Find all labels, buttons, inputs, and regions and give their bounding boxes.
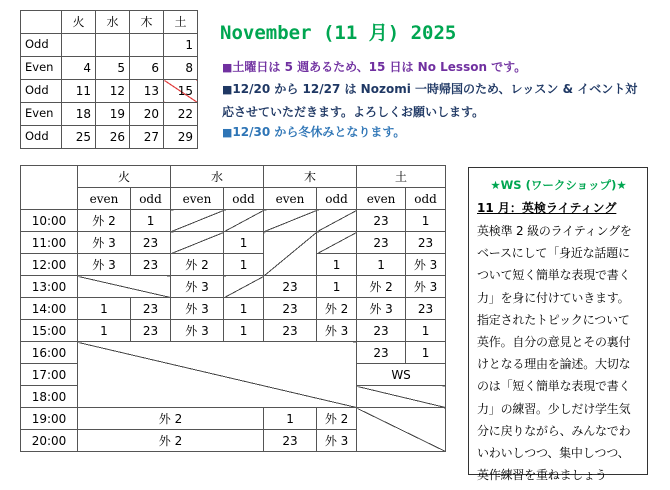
date-cell: 8 (164, 57, 198, 80)
parity-even: even (78, 188, 131, 210)
time-label: 10:00 (21, 210, 78, 232)
calendar-header-row (21, 11, 198, 34)
slot-cell: 外 3 (406, 276, 446, 298)
slot-cell: 23 (131, 232, 171, 254)
time-label: 20:00 (21, 430, 78, 452)
notice-text: 12/30 から冬休みとなります。 (232, 125, 406, 139)
slot-cell: 1 (406, 320, 446, 342)
date-cell-no-lesson: 15 (164, 80, 198, 103)
slot-cell: 23 (406, 298, 446, 320)
slot-cell: 1 (317, 276, 357, 298)
slot-cell: 外 3 (357, 298, 406, 320)
notice-saturday (222, 56, 642, 79)
week-parity-label: Odd (21, 34, 62, 57)
slot-cell-merged: 外 2 (78, 408, 264, 430)
date-cell (130, 34, 164, 57)
schedule-day-tue: 火 (78, 166, 171, 188)
bullet-square-icon: ■ (222, 61, 233, 74)
time-label: 17:00 (21, 364, 78, 386)
time-label: 12:00 (21, 254, 78, 276)
slot-cell: 1 (406, 210, 446, 232)
slot-cell: 23 (264, 320, 317, 342)
schedule-row-1500 (21, 320, 446, 342)
slot-cell: 23 (357, 210, 406, 232)
slot-cell: 外 3 (406, 254, 446, 276)
week-parity-label: Odd (21, 80, 62, 103)
slot-workshop: WS (357, 364, 446, 386)
time-label: 16:00 (21, 342, 78, 364)
schedule-parity-row (21, 188, 446, 210)
date-cell: 26 (96, 126, 130, 149)
time-label: 18:00 (21, 386, 78, 408)
slot-cell: 外 2 (357, 276, 406, 298)
calendar-week-row (21, 80, 198, 103)
slot-closed (78, 276, 171, 298)
date-cell (96, 34, 130, 57)
date-cell: 6 (130, 57, 164, 80)
mini-calendar (20, 10, 198, 149)
lesson-schedule (20, 165, 446, 452)
notice-winter-break (222, 121, 642, 144)
slot-cell: 1 (224, 232, 264, 254)
date-cell: 1 (164, 34, 198, 57)
slot-cell-merged: 外 2 (78, 430, 264, 452)
slot-cell: 23 (264, 298, 317, 320)
slot-cell: 23 (406, 232, 446, 254)
schedule-row-1200 (21, 254, 446, 276)
date-cell: 29 (164, 126, 198, 149)
slot-cell: 外 2 (317, 298, 357, 320)
slot-cell: 外 3 (171, 298, 224, 320)
schedule-day-thu: 木 (264, 166, 357, 188)
notice-text: 土曜日は 5 週あるため、15 日は No Lesson です。 (232, 60, 527, 74)
schedule-row-1300 (21, 276, 446, 298)
date-cell: 12 (96, 80, 130, 103)
calendar-day-wed: 水 (96, 11, 130, 34)
schedule-corner (21, 166, 78, 210)
slot-cell: 外 3 (317, 320, 357, 342)
calendar-week-row (21, 103, 198, 126)
workshop-box (468, 167, 648, 483)
workshop-title: ★WS (ワークショップ)★ (490, 178, 627, 192)
slot-cell: 1 (224, 254, 264, 276)
slot-cell: 1 (78, 320, 131, 342)
workshop-subtitle: 11 月：英検ライティング (477, 201, 617, 215)
workshop-description: 英検準 2 級のライティングをベースにして「身近な話題について短く簡単な表現で書く力」を身に付けていきます。指定されたトピックについて英作。自分の意見とその裏付けとなる理由を論述。大切なのは「短く簡単な表現で書く力」の練習。少しだけ学生気分に戻りながら、みんなでわいわいしつつ、集中しつつ、英作練習を重ねましょう (477, 224, 632, 483)
slot-cell: 1 (224, 298, 264, 320)
slot-cell: 1 (224, 320, 264, 342)
parity-even: even (357, 188, 406, 210)
slot-closed-block (78, 342, 357, 408)
slot-cell: 23 (131, 298, 171, 320)
date-cell: 22 (164, 103, 198, 126)
slot-cell: 外 3 (317, 430, 357, 452)
schedule-day-row (21, 166, 446, 188)
date-cell: 20 (130, 103, 164, 126)
calendar-day-thu: 木 (130, 11, 164, 34)
slot-cell: 23 (131, 320, 171, 342)
notice-text: 12/20 から 12/27 は Nozomi 一時帰国のため、レッスン & イベント対応させていただきます。よろしくお願いします。 (222, 82, 638, 119)
slot-cell: 1 (264, 408, 317, 430)
week-parity-label: Even (21, 103, 62, 126)
date-cell: 25 (62, 126, 96, 149)
slot-closed (171, 232, 224, 254)
page-title: November (11 月) 2025 (220, 22, 457, 44)
parity-even: even (171, 188, 224, 210)
slot-cell: 23 (131, 254, 171, 276)
schedule-row-1000 (21, 210, 446, 232)
slot-cell: 1 (78, 298, 131, 320)
slot-cell: 外 3 (171, 320, 224, 342)
date-cell: 27 (130, 126, 164, 149)
calendar-week-row (21, 57, 198, 80)
calendar-day-sat: 土 (164, 11, 198, 34)
parity-even: even (264, 188, 317, 210)
slot-cell: 外 2 (171, 254, 224, 276)
slot-cell: 1 (406, 342, 446, 364)
week-parity-label: Odd (21, 126, 62, 149)
bullet-square-icon: ■ (222, 126, 233, 139)
date-cell: 13 (130, 80, 164, 103)
slot-closed (357, 386, 446, 408)
calendar-corner (21, 11, 62, 34)
slot-cell: 1 (131, 210, 171, 232)
time-label: 13:00 (21, 276, 78, 298)
notice-holiday-return (222, 78, 642, 123)
slot-cell: 23 (264, 276, 317, 298)
calendar-week-row (21, 126, 198, 149)
date-cell: 19 (96, 103, 130, 126)
parity-odd: odd (224, 188, 264, 210)
schedule-row-1600 (21, 342, 446, 364)
slot-cell: 外 3 (78, 254, 131, 276)
time-label: 14:00 (21, 298, 78, 320)
time-label: 15:00 (21, 320, 78, 342)
schedule-row-1900 (21, 408, 446, 430)
parity-odd: odd (317, 188, 357, 210)
slot-closed (264, 232, 317, 276)
calendar-week-row (21, 34, 198, 57)
time-label: 19:00 (21, 408, 78, 430)
parity-odd: odd (406, 188, 446, 210)
bullet-square-icon: ■ (222, 83, 233, 96)
slot-closed (317, 232, 357, 254)
schedule-row-1100 (21, 232, 446, 254)
slot-closed-block (357, 408, 446, 452)
date-cell: 5 (96, 57, 130, 80)
date-cell (62, 34, 96, 57)
time-label: 11:00 (21, 232, 78, 254)
week-parity-label: Even (21, 57, 62, 80)
parity-odd: odd (131, 188, 171, 210)
slot-cell: 23 (357, 232, 406, 254)
slot-closed (317, 210, 357, 232)
slot-cell: 外 2 (317, 408, 357, 430)
slot-cell: 1 (317, 254, 357, 276)
date-cell: 11 (62, 80, 96, 103)
slot-cell: 23 (264, 430, 317, 452)
slot-closed (171, 210, 224, 232)
slot-cell: 23 (357, 320, 406, 342)
slot-closed (224, 210, 264, 232)
slot-closed (264, 210, 317, 232)
slot-cell: 1 (357, 254, 406, 276)
slot-cell: 外 2 (78, 210, 131, 232)
calendar-day-tue: 火 (62, 11, 96, 34)
date-cell: 18 (62, 103, 96, 126)
schedule-row-1400 (21, 298, 446, 320)
slot-cell: 外 3 (78, 232, 131, 254)
slot-closed (224, 276, 264, 298)
slot-cell: 23 (357, 342, 406, 364)
slot-cell: 外 3 (171, 276, 224, 298)
date-cell: 4 (62, 57, 96, 80)
schedule-day-sat: 土 (357, 166, 446, 188)
schedule-day-wed: 水 (171, 166, 264, 188)
